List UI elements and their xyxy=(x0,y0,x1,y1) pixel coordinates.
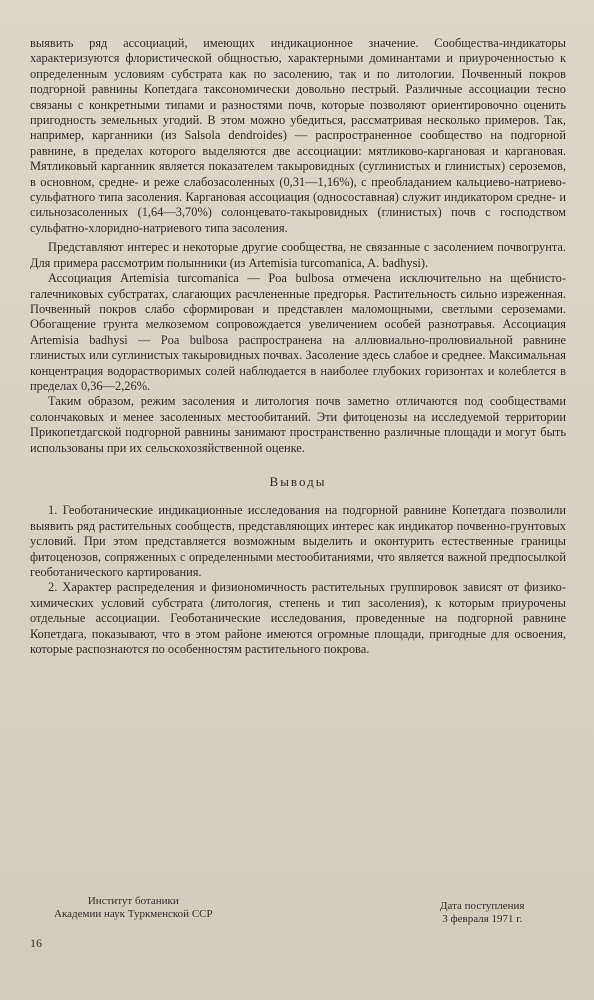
body-paragraph-2: Представляют интерес и некоторые другие сообщества, не связанные с засолением почвогрунта. Для примера рассмотрим полынники (из Artemisia turcomanica, A. badhysi). xyxy=(30,240,566,270)
body-paragraph-3: Ассоциация Artemisia turcomanica — Poa bulbosa отмечена исключительно на щебнисто-галечниковых субстратах, слагающих расчлененные предгорья. Растительность сильно изреженная. Почвенный покров слабо сформирован и представлен маломощными, светлыми сероземами. Обогащение грунта мелкоземом сопровождается увеличением особей разнотравья. Ассоциация Artemisia badhysi — Poa bulbosa распространена на аллювиально-пролювиальной равнине глинистых или суглинистых такыровидных почвах. Засоление здесь слабое и среднее. Максимальная концентрация водорастворимых солей наблюдается в наиболее глубоких горизонтах и колеблется в пределах 0,36—2,26%. xyxy=(30,271,566,393)
section-heading: Выводы xyxy=(269,473,327,489)
conclusion-2: 2. Характер распределения и физиономичность растительных группировок зависят от физико-химических условий субстрата (литология, степень и тип засоления), к которым приурочены отдельные ассоциации. Геоботанические исследования, проведенные на подгорной равнине Копетдага, показывают, что в этом районе имеются огромные площади, пригодные для освоения, которые распознаются по особенностям растительного покрова. xyxy=(30,580,566,657)
received-date xyxy=(440,900,524,926)
article-body xyxy=(30,36,566,657)
received-value: 3 февраля 1971 г. xyxy=(442,913,523,925)
conclusion-1: 1. Геоботанические индикационные исследования на подгорной равнине Копетдага позволили выявить ряд растительных сообществ, представляющих интерес как индикатор почвенно-грунтовых условий. При этом представляется возможным выделить и оконтурить естественные границы фитоценозов, сопряженных с определенными местообитаниями, что является важной предпосылкой геоботанического картирования. xyxy=(30,503,566,579)
page-number: 16 xyxy=(30,936,42,950)
body-paragraph-1: выявить ряд ассоциаций, имеющих индикационное значение. Сообщества-индикаторы характеризуются флористической общностью, характерными доминантами и приуроченностью к определенным условиям субстрата как по засолению, так и по литологии. Почвенный покров подгорной равнины Копетдага таксономически довольно пестрый. Различные ассоциации тесно связаны с конкретными типами и разностями почв, которые позволяют ориентировочно оценить пригодность земельных угодий. В этом можно убедиться, рассматривая несколько примеров. Так, например, карганники (из Salsola dendroides) — распространенное сообщество на подгорной равнине, в пределах которого выделяются две ассоциации: мятликово-каргановая и каргановая. Мятликовый карганник является показателем такыровидных (суглинистых и глинистых) сероземов, в основном, средне- и реже слабозасоленных (0,31—1,16%), с преобладанием кальциево-натриево-сульфатного типа засоления. Каргановая ассоциация (односоставная) служит индикатором средне- и сильнозасоленных (1,64—3,70%) солонцевато-такыровидных (глинистых) почв с господством сульфатно-хлоридно-натриевого типа засоления. xyxy=(30,36,566,235)
affiliation-line-1: Институт ботаники xyxy=(87,895,179,907)
body-paragraph-4: Таким образом, режим засоления и литология почв заметно отличаются под сообществами солончаковых и менее засоленных местообитаний. Эти фитоценозы на исследуемой территории Прикопетдагской подгорной равнины занимают пространственно различные площади и могут быть использованы при их сельскохозяйственной оценке. xyxy=(30,394,566,455)
affiliation-line-2: Академии наук Туркменской ССР xyxy=(54,908,213,920)
affiliation xyxy=(54,895,213,921)
received-label: Дата поступления xyxy=(440,900,525,912)
